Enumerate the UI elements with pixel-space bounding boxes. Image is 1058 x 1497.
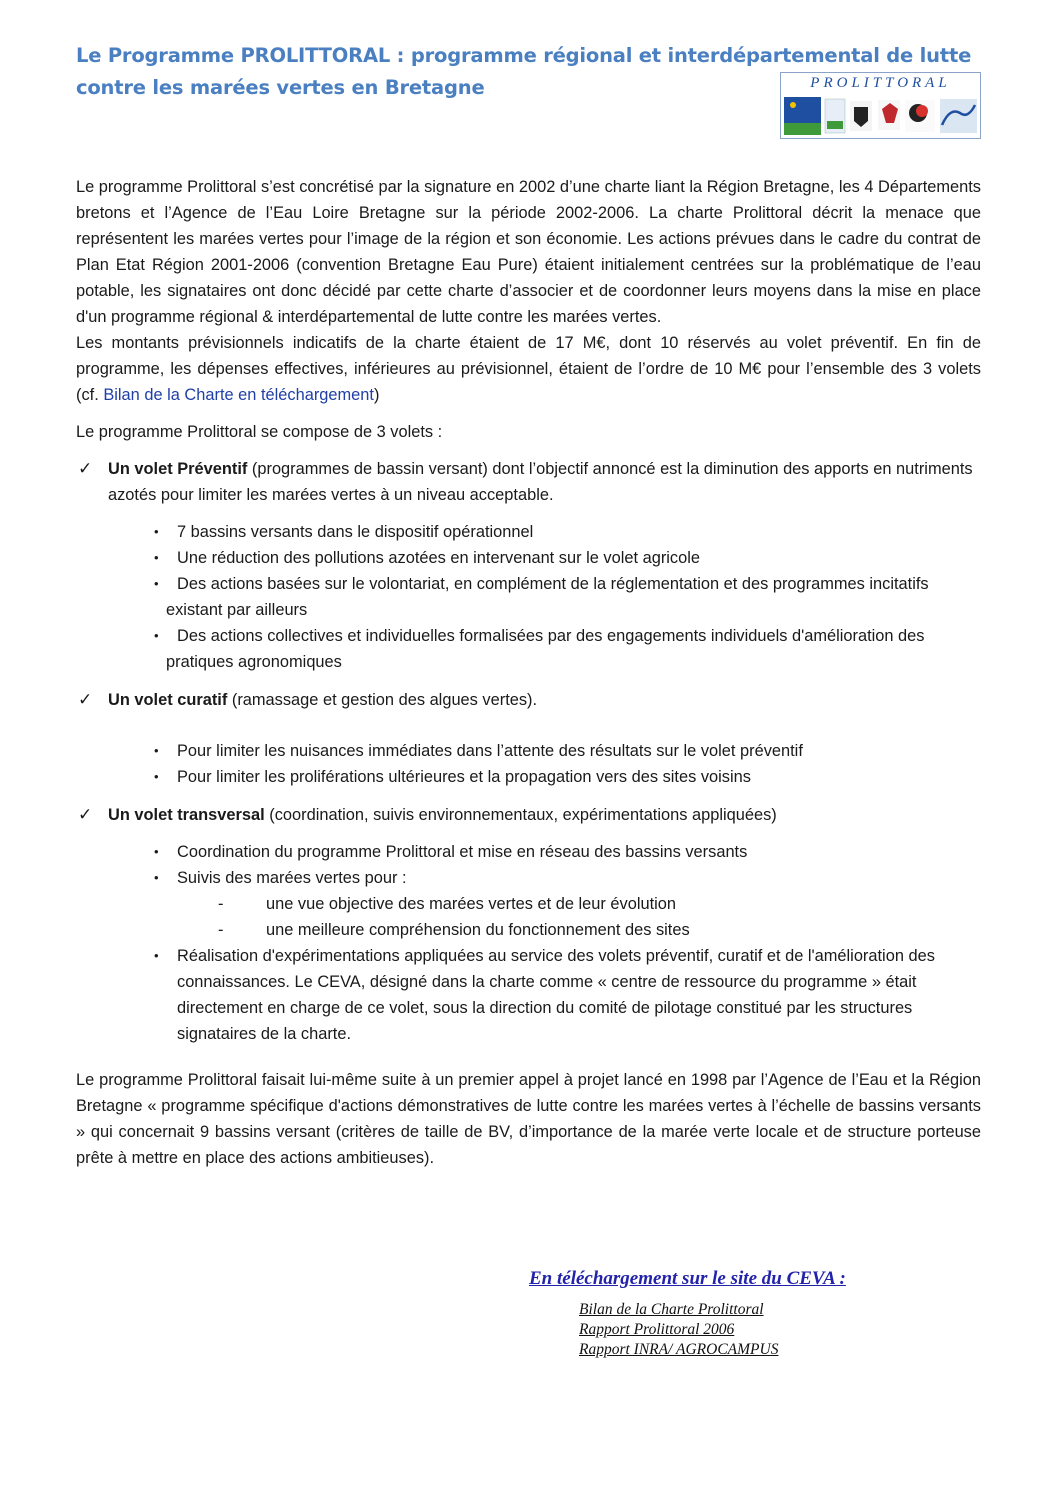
preventif-list xyxy=(76,519,981,675)
volet-heading: Un volet transversal xyxy=(108,806,265,824)
volet-description: (ramassage et gestion des algues vertes). xyxy=(227,691,538,709)
bullet-icon: • xyxy=(154,844,159,859)
volets-intro: Le programme Prolittoral se compose de 3 volets : xyxy=(76,423,443,441)
bullet-icon: • xyxy=(154,550,159,565)
bilan-link[interactable]: Bilan de la Charte en téléchargement xyxy=(103,386,374,404)
bullet-icon: • xyxy=(154,628,159,643)
list-item: • 7 bassins versants dans le dispositif opérationnel xyxy=(76,519,981,545)
volet-heading: Un volet curatif xyxy=(108,691,228,709)
volet-description: (programmes de bassin versant) dont l’objectif annoncé est la diminution des apports en nutriments azotés pour limiter les marées vertes à un niveau acceptable. xyxy=(108,460,973,504)
bullet-icon: • xyxy=(154,948,159,963)
list-item: • Suivis des marées vertes pour : xyxy=(76,865,981,891)
list-item: • Des actions collectives et individuelles formalisées par des engagements individuels d'amélioration des pratiques agronomiques xyxy=(76,623,981,675)
main-content xyxy=(76,174,981,1171)
dash-icon: - xyxy=(218,921,224,939)
list-item: • Des actions basées sur le volontariat, en complément de la réglementation et des programmes incitatifs existant par ailleurs xyxy=(76,571,981,623)
transversal-list xyxy=(76,839,981,891)
list-item: • Pour limiter les nuisances immédiates dans l’attente des résultats sur le volet préventif xyxy=(76,738,981,764)
bullet-icon: • xyxy=(154,743,159,758)
budget-text-end: ) xyxy=(373,386,380,404)
intro-paragraph: Le programme Prolittoral s’est concrétisé par la signature en 2002 d’une charte liant la Région Bretagne, les 4 Départements bretons et l’Agence de l’Eau Loire Bretagne sur la période 2002-2006. La charte Prolittoral décrit la menace que représentent les marées vertes pour l’image de la région et son économie. Les actions prévues dans le cadre du contrat de Plan Etat Région 2001-2006 (convention Bretagne Eau Pure) étaient initialement centrées sur la problématique de l’eau potable, les signataires ont donc décidé par cette charte d’associer et de coordonner leurs moyens dans la mise en place d'un programme régional & interdépartemental de lutte contre les marées vertes. xyxy=(76,178,981,326)
bullet-icon: • xyxy=(154,870,159,885)
closing-paragraph: Le programme Prolittoral faisait lui-même suite à un premier appel à projet lancé en 1998 par l’Agence de l’Eau et la Région Bretagne « programme spécifique d'actions démonstratives de lutte contre les marées vertes à l’échelle de bassins versants » qui concernait 9 bassins versant (critères de taille de BV, d’importance de la marée verte locale et de structure porteuse prête à mettre en place des actions ambitieuses). xyxy=(76,1071,981,1167)
download-link-rapport-inra[interactable]: Rapport INRA/ AGROCAMPUS xyxy=(579,1341,779,1358)
budget-text: Les montants prévisionnels indicatifs de la charte étaient de 17 M€, dont 10 réservés au volet préventif. En fin de programme, les dépenses effectives, inférieures au prévisionnel, étaient de l’ordre de 10 M€ pour l’ensemble des 3 volets (cf. xyxy=(76,334,981,404)
dash-icon: - xyxy=(218,895,224,913)
bullet-icon: • xyxy=(154,576,159,591)
volet-curatif xyxy=(76,687,981,713)
logo-wordmark: PROLITTORAL xyxy=(810,75,951,91)
list-item: • Réalisation d'expérimentations appliquées au service des volets préventif, curatif et de l'amélioration des connaissances. Le CEVA, désigné dans la charte comme « centre de ressource du programme » était directement en charge de ce volet, sous la direction du comité de pilotage constitué par les structures signataires de la charte. xyxy=(76,943,981,1047)
volet-transversal xyxy=(76,802,981,828)
download-link-rapport-2006[interactable]: Rapport Prolittoral 2006 xyxy=(579,1321,735,1338)
list-item: • Une réduction des pollutions azotées en intervenant sur le volet agricole xyxy=(76,545,981,571)
partner-logos-strip xyxy=(784,97,977,135)
checkmark-icon: ✓ xyxy=(78,805,93,825)
volet-heading: Un volet Préventif xyxy=(108,460,248,478)
transversal-list-cont xyxy=(76,943,981,1047)
list-item: • Pour limiter les proliférations ultérieures et la propagation vers des sites voisins xyxy=(76,764,981,790)
checkmark-icon: ✓ xyxy=(78,690,93,710)
sub-list-item: - une vue objective des marées vertes et de leur évolution xyxy=(76,891,981,917)
page-title: Le Programme PROLITTORAL : programme régional et interdépartemental de lutte contre les marées vertes en Bretagne xyxy=(76,44,972,99)
bullet-icon: • xyxy=(154,524,159,539)
downloads-list xyxy=(579,1300,778,1360)
downloads-title: En téléchargement sur le site du CEVA : xyxy=(529,1268,846,1289)
budget-paragraph xyxy=(76,330,981,408)
prolittoral-logo xyxy=(780,72,981,139)
sub-list-item: - une meilleure compréhension du fonctionnement des sites xyxy=(76,917,981,943)
volet-description: (coordination, suivis environnementaux, expérimentations appliquées) xyxy=(264,806,777,824)
download-link-bilan[interactable]: Bilan de la Charte Prolittoral xyxy=(579,1301,764,1318)
bullet-icon: • xyxy=(154,769,159,784)
checkmark-icon: ✓ xyxy=(78,459,93,479)
volet-preventif xyxy=(76,456,981,508)
list-item: • Coordination du programme Prolittoral et mise en réseau des bassins versants xyxy=(76,839,981,865)
curatif-list xyxy=(76,738,981,790)
